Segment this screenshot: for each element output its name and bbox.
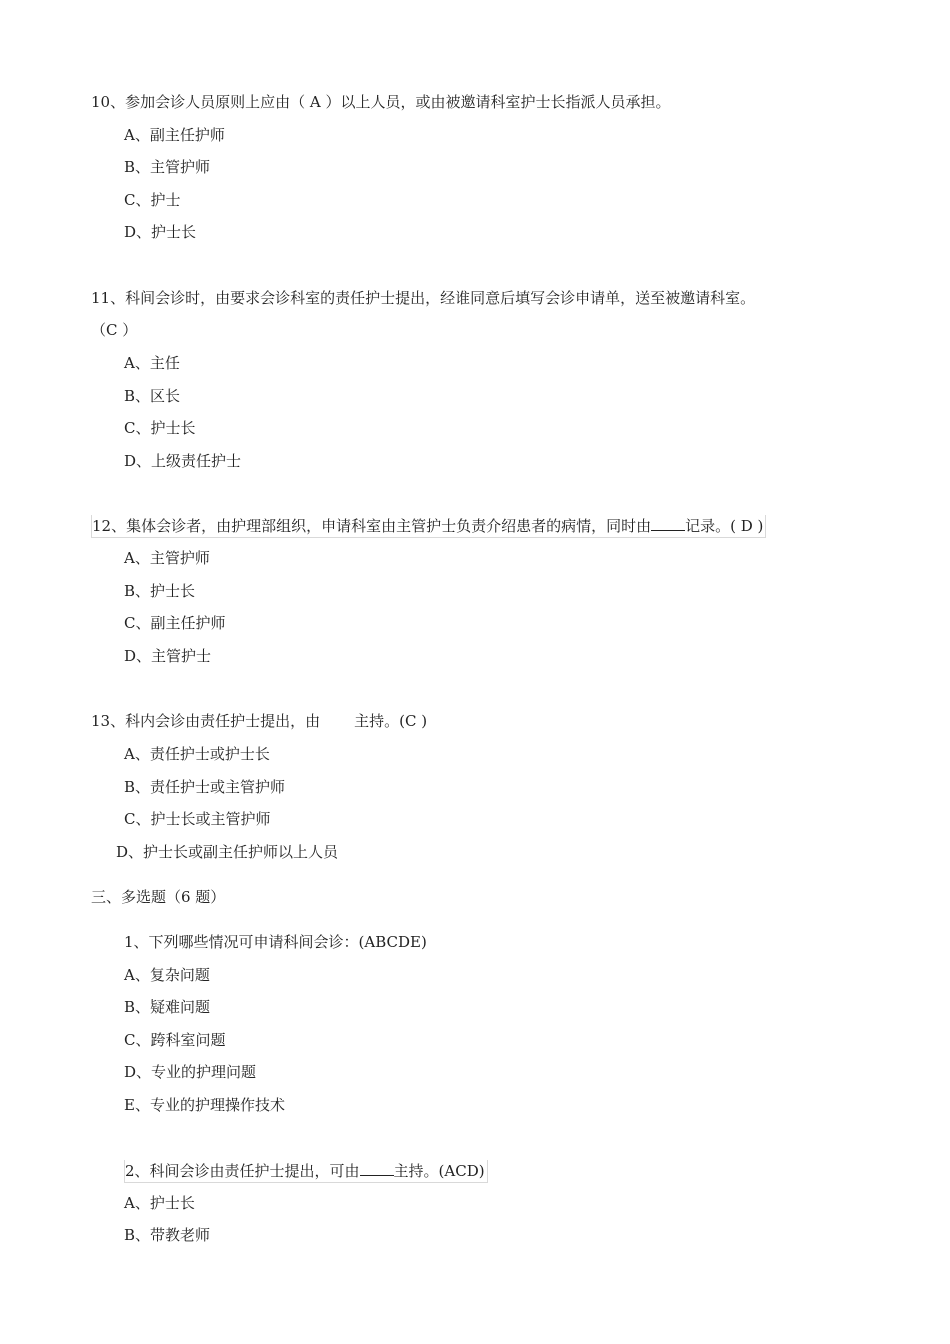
multi-question-2-option-b: B、带教老师	[124, 1226, 211, 1244]
multi-question-2-text	[124, 1160, 488, 1183]
question-10-option-b: B、主管护师	[124, 158, 211, 176]
multi-question-2-option-a: A、护士长	[124, 1194, 195, 1212]
question-13-text-after: 主持。(C )	[354, 712, 428, 730]
multi-question-2-text-after: 主持。(ACD)	[393, 1162, 485, 1180]
multi-question-1-option-b: B、疑难问题	[124, 998, 211, 1016]
question-12-text	[91, 515, 766, 538]
question-12-option-c: C、副主任护师	[124, 614, 226, 632]
question-11-option-b: B、区长	[124, 387, 181, 405]
multi-question-1-option-e: E、专业的护理操作技术	[124, 1096, 285, 1114]
question-11-option-d: D、上级责任护士	[124, 452, 242, 470]
question-13-option-d: D、护士长或副主任护师以上人员	[116, 843, 339, 861]
question-10-option-a: A、副主任护师	[124, 126, 225, 144]
question-10-text: 10、参加会诊人员原则上应由（ A ）以上人员，或由被邀请科室护士长指派人员承担。	[91, 93, 671, 111]
section-title: 三、多选题（6 题）	[91, 888, 226, 906]
question-13-text	[91, 711, 427, 731]
question-12-text-before: 12、集体会诊者，由护理部组织，申请科室由主管护士负责介绍患者的病情，同时由	[92, 517, 652, 535]
question-11-text: 11、科间会诊时，由要求会诊科室的责任护士提出，经谁同意后填写会诊申请单，送至被邀请科室。	[91, 289, 756, 307]
question-10-option-d: D、护士长	[124, 223, 197, 241]
answer-blank	[651, 515, 685, 531]
multi-question-1-option-a: A、复杂问题	[124, 966, 210, 984]
question-11-option-a: A、主任	[124, 354, 180, 372]
question-13-option-c: C、护士长或主管护师	[124, 810, 271, 828]
question-13-text-before: 13、科内会诊由责任护士提出，由	[91, 712, 321, 730]
multi-question-1-option-d: D、专业的护理问题	[124, 1063, 257, 1081]
question-12-option-b: B、护士长	[124, 582, 196, 600]
multi-question-1-option-c: C、跨科室问题	[124, 1031, 226, 1049]
multi-question-1-text: 1、下列哪些情况可申请科间会诊：(ABCDE)	[124, 933, 427, 951]
question-11-answer: （C ）	[91, 321, 138, 339]
question-12-option-a: A、主管护师	[124, 549, 210, 567]
question-13-option-a: A、责任护士或护士长	[124, 745, 270, 763]
question-10-option-c: C、护士	[124, 191, 181, 209]
answer-blank	[360, 1160, 394, 1176]
question-13-option-b: B、责任护士或主管护师	[124, 778, 286, 796]
question-12-text-after: 记录。( D )	[685, 517, 764, 535]
question-11-option-c: C、护士长	[124, 419, 196, 437]
question-12-option-d: D、主管护士	[124, 647, 212, 665]
multi-question-2-text-before: 2、科间会诊由责任护士提出，可由	[125, 1162, 360, 1180]
